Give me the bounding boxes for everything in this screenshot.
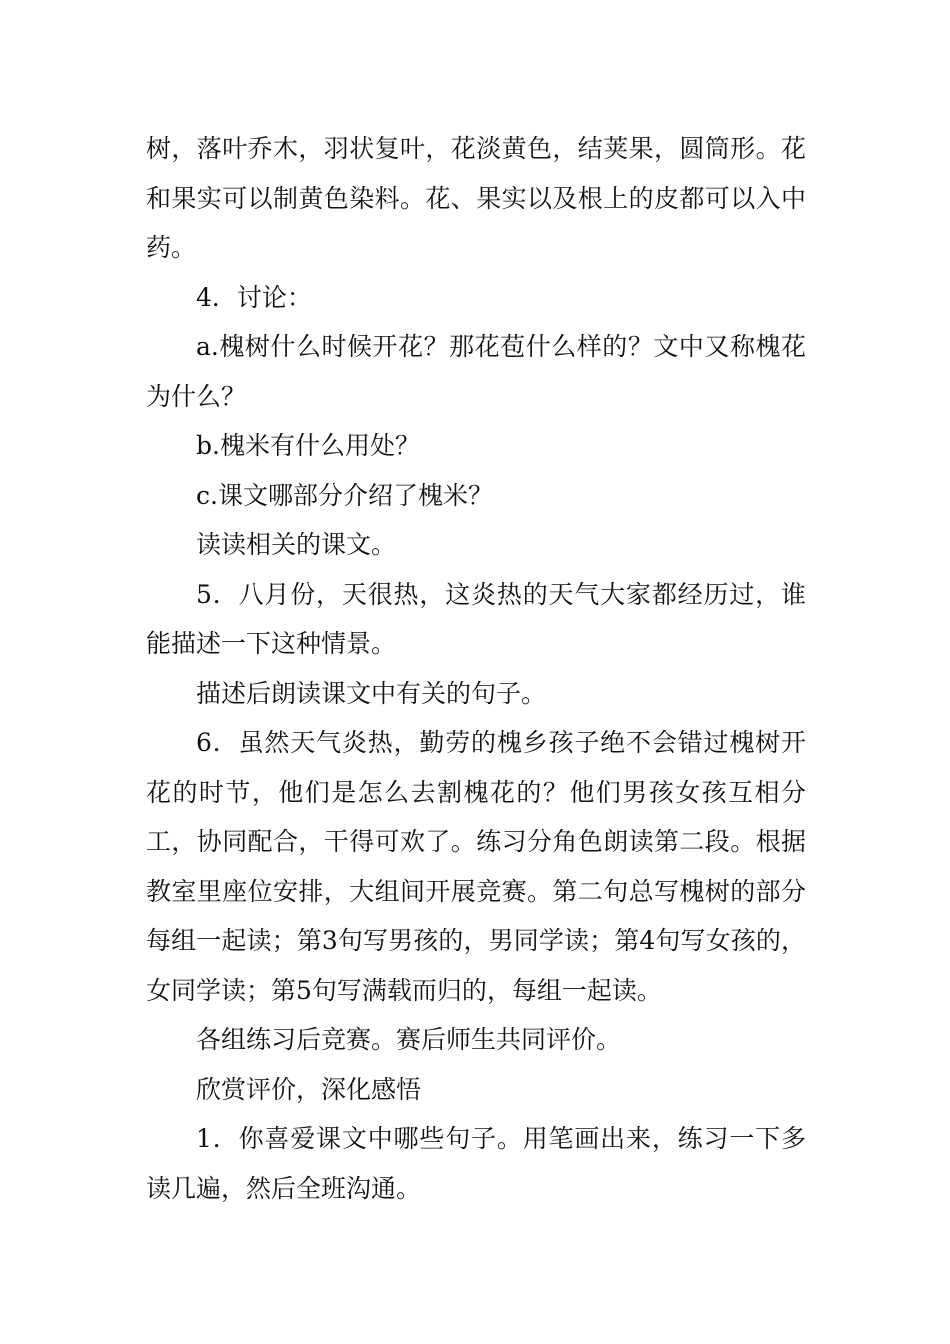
paragraph-question-c: c.课文哪部分介绍了槐米？ bbox=[196, 480, 493, 510]
document-body bbox=[146, 124, 806, 1213]
paragraph-question-a: a.槐树什么时候开花？那花苞什么样的？文中又称槐花为什么？ bbox=[146, 332, 806, 411]
paragraph-discussion-heading: 4．讨论： bbox=[196, 282, 312, 312]
paragraph-section-heading: 欣赏评价，深化感悟 bbox=[196, 1074, 422, 1104]
paragraph-item-6: 6．虽然天气炎热，勤劳的槐乡孩子绝不会错过槐树开花的时节，他们是怎么去割槐花的？他们男孩女孩互相分工，协同配合，干得可欢了。练习分角色朗读第二段。根据教室里座位安排，大组间开展竞赛。第二句总写槐树的部分每组一起读；第3句写男孩的，男同学读；第4句写女孩的，女同学读；第5句写满载而归的，每组一起读。 bbox=[146, 728, 806, 1005]
paragraph-item-1: 1．你喜爱课文中哪些句子。用笔画出来，练习一下多读几遍，然后全班沟通。 bbox=[146, 1124, 806, 1203]
paragraph-continuation: 树，落叶乔木，羽状复叶，花淡黄色，结荚果，圆筒形。花和果实可以制黄色染料。花、果实以及根上的皮都可以入中药。 bbox=[146, 134, 806, 262]
paragraph-question-b: b.槐米有什么用处？ bbox=[196, 431, 420, 460]
paragraph-item-5: 5．八月份，天很热，这炎热的天气大家都经历过，谁能描述一下这种情景。 bbox=[146, 579, 806, 658]
paragraph-read-related: 读读相关的课文。 bbox=[196, 530, 397, 559]
paragraph-competition: 各组练习后竞赛。赛后师生共同评价。 bbox=[196, 1025, 622, 1054]
paragraph-describe-read: 描述后朗读课文中有关的句子。 bbox=[196, 678, 547, 708]
